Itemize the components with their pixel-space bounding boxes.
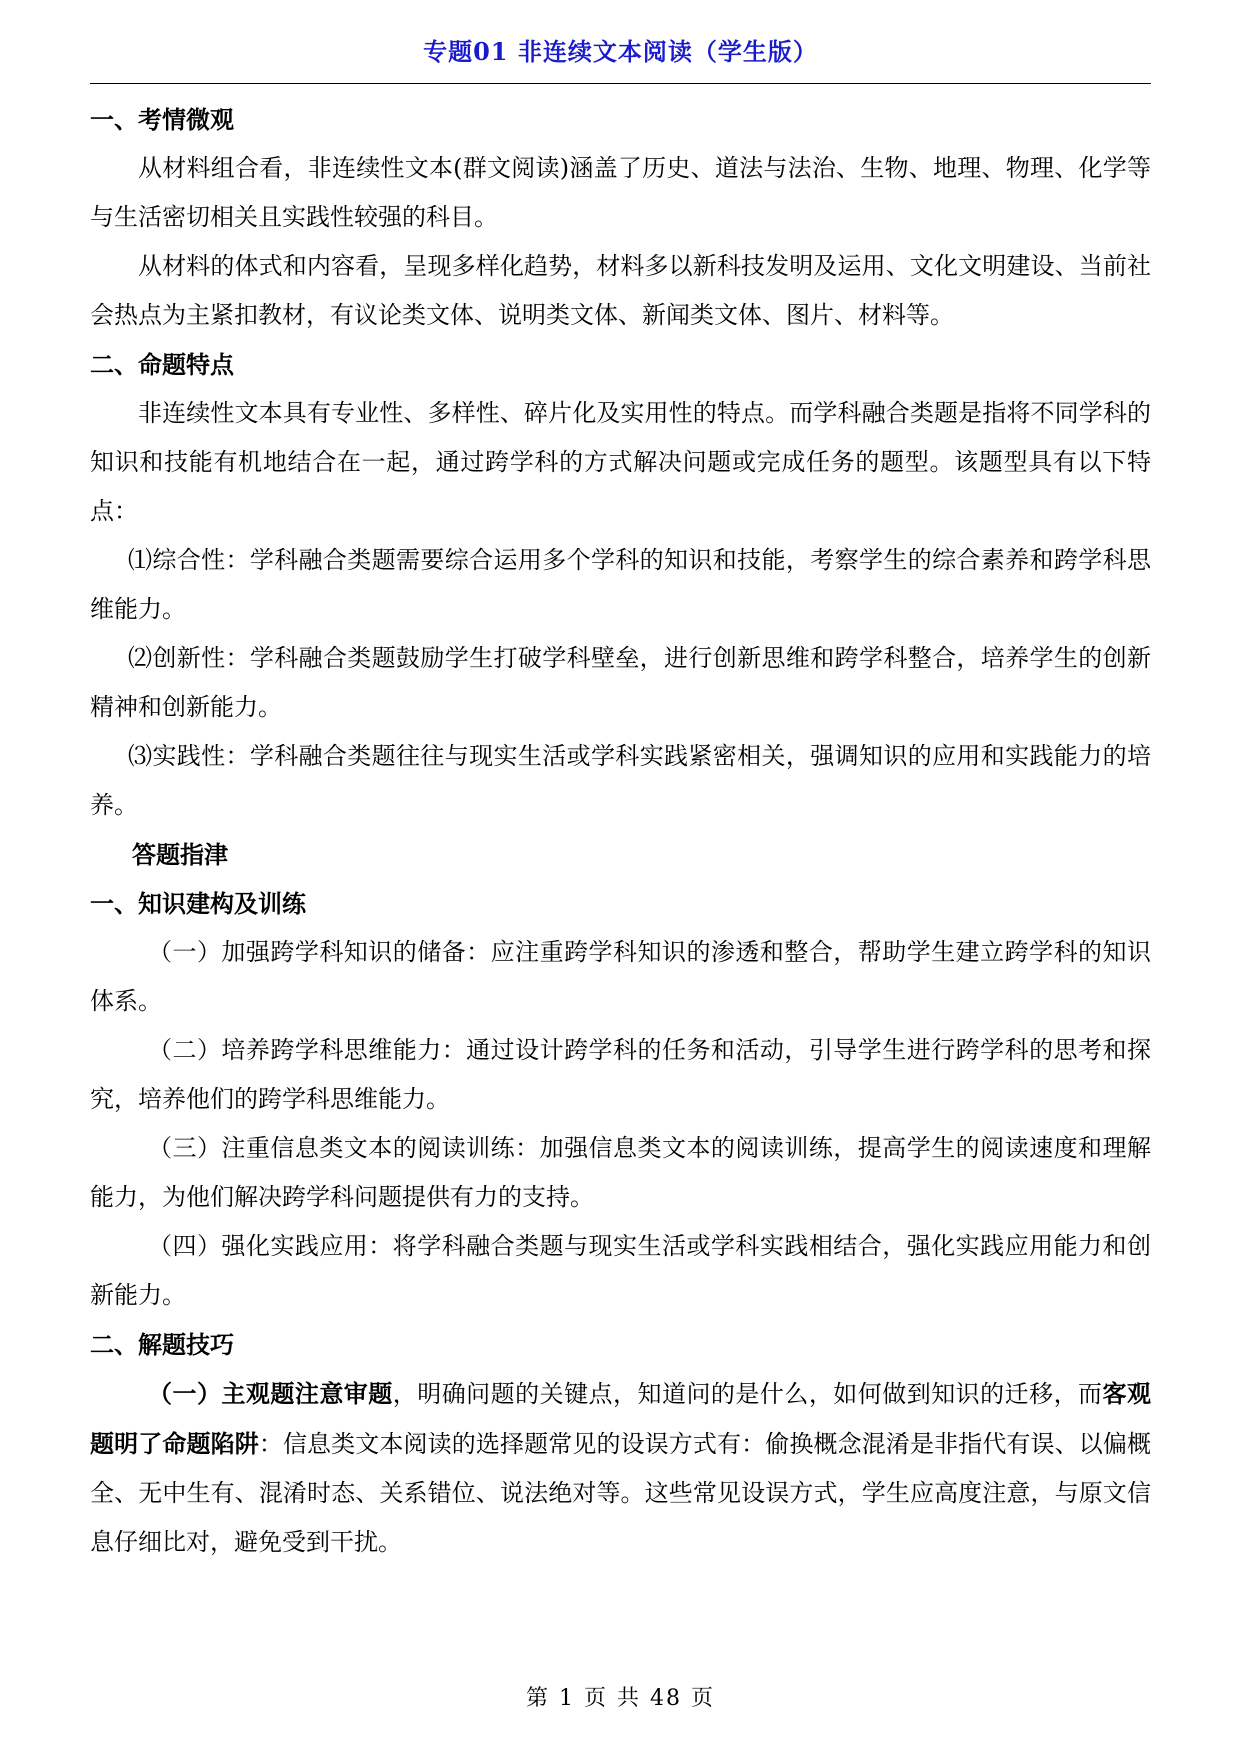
list-item: （四）强化实践应用：将学科融合类题与现实生活或学科实践相结合，强化实践应用能力和创新能力。 (90, 1232, 1151, 1309)
list-item: ⑵创新性：学科融合类题鼓励学生打破学科壁垒，进行创新思维和跨学科整合，培养学生的创新精神和创新能力。 (90, 644, 1151, 721)
bold-phrase-objective: 客观题明了命题陷阱 (90, 1379, 1152, 1458)
header-divider (90, 83, 1151, 84)
paragraph: 非连续性文本具有专业性、多样性、碎片化及实用性的特点。而学科融合类题是指将不同学科的知识和技能有机地结合在一起，通过跨学科的方式解决问题或完成任务的题型。该题型具有以下特点： (90, 399, 1151, 525)
section-heading-knowledge-building: 一、知识建构及训练 (90, 889, 306, 918)
paragraph: 从材料的体式和内容看，呈现多样化趋势，材料多以新科技发明及运用、文化文明建设、当前社会热点为主紧扣教材，有议论类文体、说明类文体、新闻类文体、图片、材料等。 (90, 252, 1151, 329)
list-item: ⑴综合性：学科融合类题需要综合运用多个学科的知识和技能，考察学生的综合素养和跨学科思维能力。 (90, 546, 1151, 623)
document-body (90, 95, 1151, 1567)
list-item: （二）培养跨学科思维能力：通过设计跨学科的任务和活动，引导学生进行跨学科的思考和探究，培养他们的跨学科思维能力。 (90, 1036, 1151, 1113)
section-heading-solving-techniques: 二、解题技巧 (90, 1330, 234, 1359)
page-number: 第 1 页 共 48 页 (526, 1686, 715, 1711)
list-item: （一）加强跨学科知识的储备：应注重跨学科知识的渗透和整合，帮助学生建立跨学科的知识体系。 (90, 938, 1151, 1015)
text-run: ：信息类文本阅读的选择题常见的设误方式有：偷换概念混淆是非指代有误、以偏概全、无中生有、混淆时态、关系错位、说法绝对等。这些常见设误方式，学生应高度注意，与原文信息仔细比对，避免受到干扰。 (90, 1430, 1152, 1556)
page-header-title: 专题01 非连续文本阅读（学生版） (423, 37, 818, 66)
section-heading-exam-overview: 一、考情微观 (90, 105, 234, 134)
bold-phrase-subjective: （一）主观题注意审题 (148, 1379, 393, 1408)
paragraph-techniques (90, 1369, 1151, 1567)
list-item: ⑶实践性：学科融合类题往往与现实生活或学科实践紧密相关，强调知识的应用和实践能力的培养。 (90, 742, 1151, 819)
text-run: ，明确问题的关键点，知道问的是什么，如何做到知识的迁移，而 (392, 1380, 1103, 1408)
paragraph: 从材料组合看，非连续性文本(群文阅读)涵盖了历史、道法与法治、生物、地理、物理、化学等与生活密切相关且实践性较强的科目。 (90, 154, 1151, 231)
section-heading-question-features: 二、命题特点 (90, 350, 234, 379)
guide-title: 答题指津 (132, 840, 228, 869)
list-item: （三）注重信息类文本的阅读训练：加强信息类文本的阅读训练，提高学生的阅读速度和理解能力，为他们解决跨学科问题提供有力的支持。 (90, 1134, 1151, 1211)
